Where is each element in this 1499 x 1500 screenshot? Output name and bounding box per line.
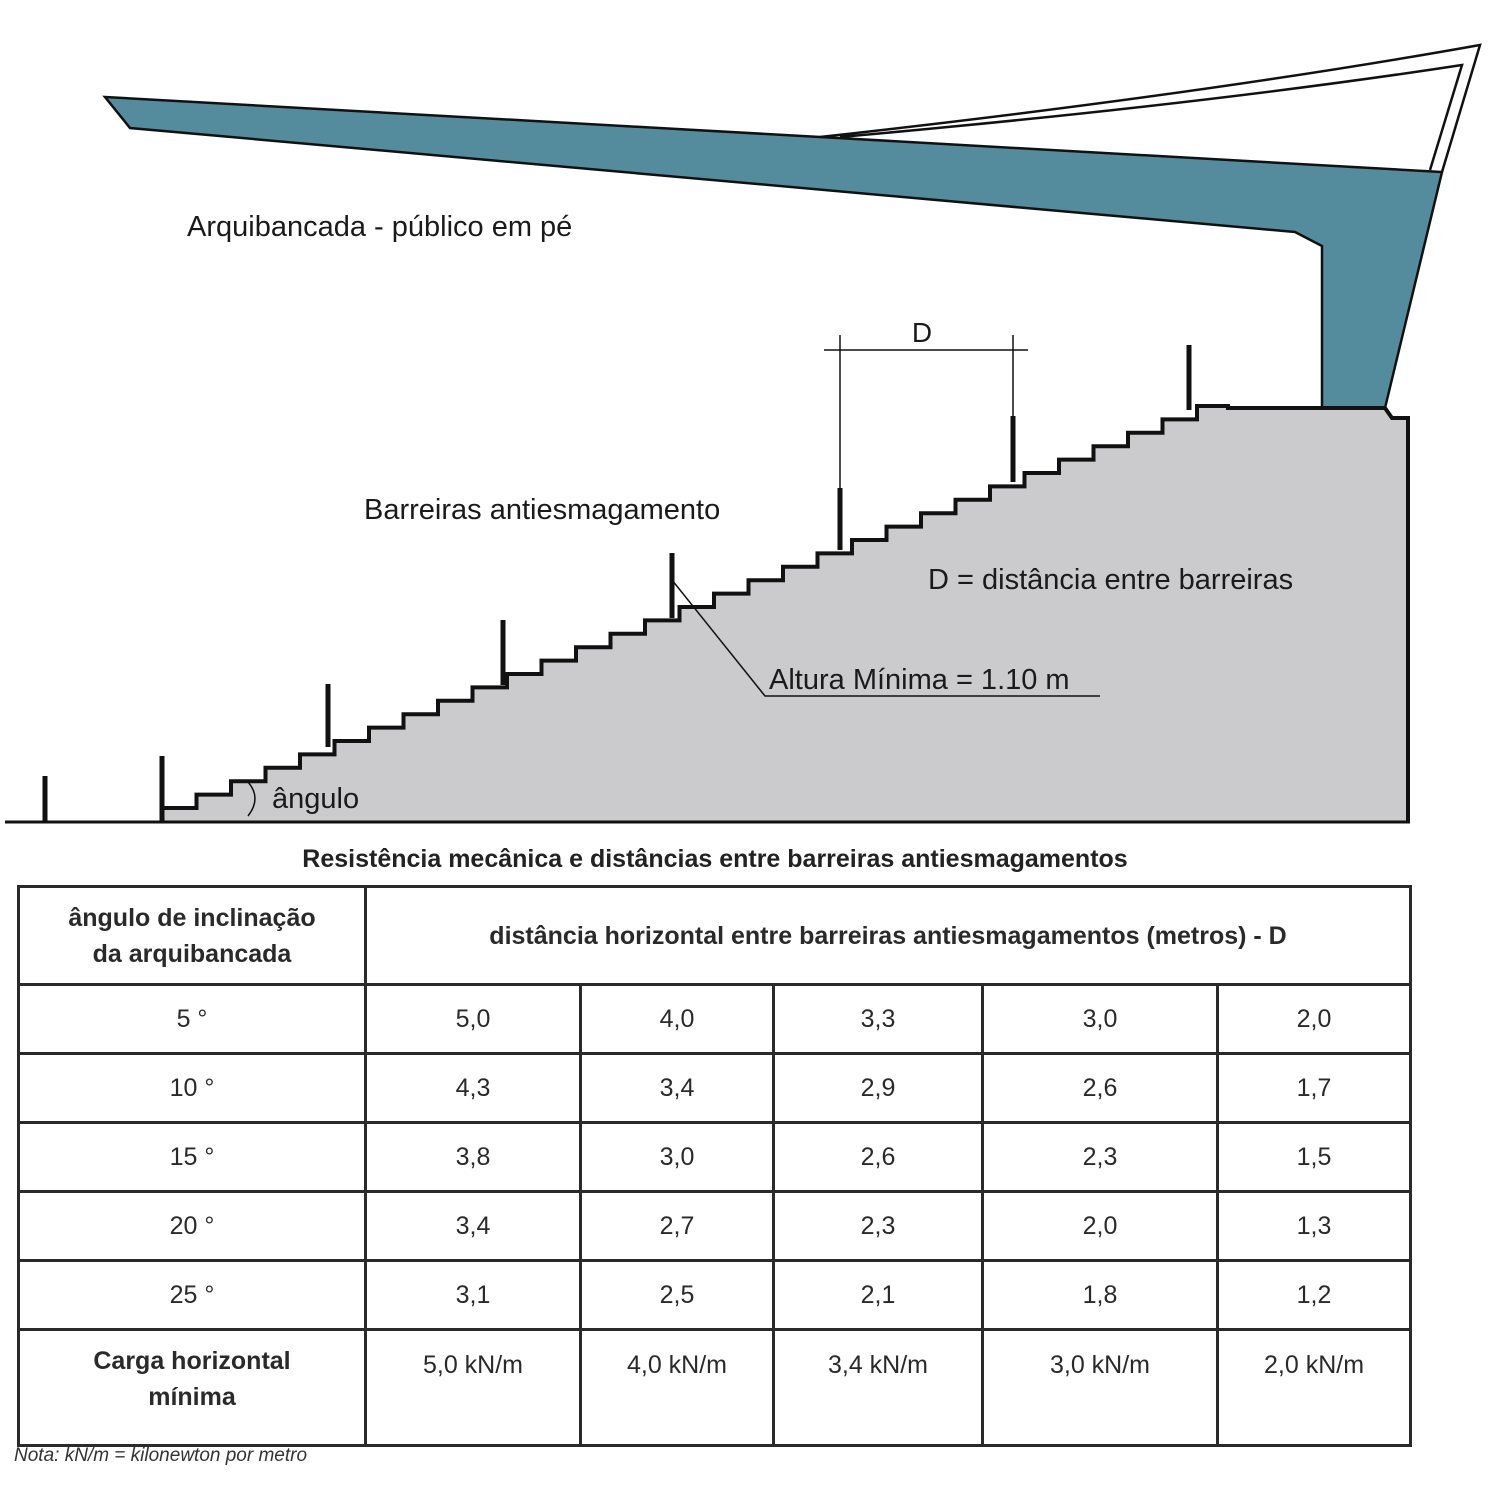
distance-cell: 4,3 — [366, 1054, 581, 1123]
distance-cell: 1,7 — [1218, 1054, 1411, 1123]
distance-cell: 1,2 — [1218, 1261, 1411, 1330]
angle-cell: 10 ° — [19, 1054, 366, 1123]
distance-cell: 3,3 — [774, 985, 983, 1054]
footnote: Nota: kN/m = kilonewton por metro — [14, 1445, 308, 1466]
distance-cell: 3,0 — [983, 985, 1218, 1054]
header-angle — [19, 887, 366, 985]
d-label: D — [911, 317, 933, 348]
distance-cell: 5,0 — [366, 985, 581, 1054]
header-angle-line1: ângulo de inclinação — [68, 903, 316, 932]
distance-cell: 3,1 — [366, 1261, 581, 1330]
load-row — [19, 1330, 1411, 1446]
table-row — [19, 1261, 1411, 1330]
distance-cell: 2,6 — [774, 1123, 983, 1192]
load-value-cell: 2,0 kN/m — [1218, 1330, 1411, 1446]
table-row — [19, 1192, 1411, 1261]
d-dimension — [824, 335, 1028, 488]
distance-cell: 2,6 — [983, 1054, 1218, 1123]
table-row — [19, 1054, 1411, 1123]
distance-cell: 3,4 — [581, 1054, 774, 1123]
distance-cell: 2,0 — [1218, 985, 1411, 1054]
angle-cell: 20 ° — [19, 1192, 366, 1261]
table-header-row — [19, 887, 1411, 985]
distance-cell: 4,0 — [581, 985, 774, 1054]
distance-cell: 3,0 — [581, 1123, 774, 1192]
load-value-cell: 3,0 kN/m — [983, 1330, 1218, 1446]
distance-cell: 1,3 — [1218, 1192, 1411, 1261]
load-label-line1: Carga horizontal — [93, 1347, 291, 1375]
angle-cell: 15 ° — [19, 1123, 366, 1192]
barriers-label: Barreiras antiesmagamento — [364, 494, 721, 526]
distance-cell: 3,4 — [366, 1192, 581, 1261]
grandstand-body — [162, 406, 1408, 822]
distance-cell: 2,7 — [581, 1192, 774, 1261]
distance-cell: 2,5 — [581, 1261, 774, 1330]
load-value-cell: 5,0 kN/m — [366, 1330, 581, 1446]
distance-cell: 2,3 — [774, 1192, 983, 1261]
table-row — [19, 985, 1411, 1054]
load-value-cell: 3,4 kN/m — [774, 1330, 983, 1446]
distance-cell: 1,8 — [983, 1261, 1218, 1330]
d-definition-label: D = distância entre barreiras — [928, 564, 1294, 596]
distance-cell: 3,8 — [366, 1123, 581, 1192]
load-label-cell — [19, 1330, 366, 1446]
roof-canopy — [105, 97, 1442, 408]
min-height-label: Altura Mínima = 1.10 m — [769, 664, 1070, 696]
header-angle-line2: da arquibancada — [92, 939, 292, 968]
table-row — [19, 1123, 1411, 1192]
barrier-distance-table — [17, 885, 1412, 1447]
header-distance: distância horizontal entre barreiras antiesmagamentos (metros) - D — [366, 887, 1411, 985]
angle-cell: 5 ° — [19, 985, 366, 1054]
load-value-cell: 4,0 kN/m — [581, 1330, 774, 1446]
table-title: Resistência mecânica e distâncias entre barreiras antiesmagamentos — [302, 845, 1128, 873]
distance-cell: 2,1 — [774, 1261, 983, 1330]
angle-cell: 25 ° — [19, 1261, 366, 1330]
diagram-title: Arquibancada - público em pé — [187, 211, 573, 243]
angle-label: ângulo — [272, 783, 360, 815]
distance-cell: 2,0 — [983, 1192, 1218, 1261]
load-label-line2: mínima — [148, 1383, 236, 1411]
distance-cell: 2,9 — [774, 1054, 983, 1123]
distance-cell: 1,5 — [1218, 1123, 1411, 1192]
distance-cell: 2,3 — [983, 1123, 1218, 1192]
